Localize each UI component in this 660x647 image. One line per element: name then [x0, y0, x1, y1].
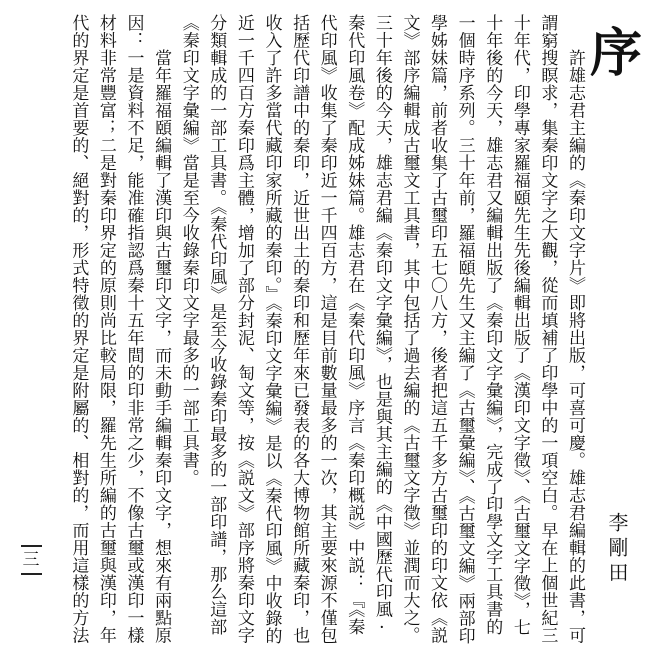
- paragraph-1: 許雄志君主編的《秦印文字片》即將出版，可喜可慶。雄志君編輯的此書，可謂窮搜瞑求，集秦印文字之大觀，從而填補了印學中的一項空白。早在上個世紀三十年代，印學專家羅福頤先生先後編輯出版了《漢印文字徵》、《古璽文字徵》，七十年後的今天，雄志君又編輯出版了《秦印文字彙編》，完成了印學文字工具書的一個時序系列。三十年前，羅福頤先生又主編了《古璽彙編》、《古璽文編》兩部印學姊妹篇，前者收集了古璽印五七〇八方，後者把這五千多方古璽印的印文依《説文》部序編輯成古璽文工具書，其中包括了過去編的《古璽文字徵》並潤而大之。三十年後的今天，雄志君編《秦印文字彙編》，也是與其主編的《中國歷代印風·秦代印風卷》配成姊妹篇。雄志君在《秦代印風》序言《秦印概説》中説：『《秦代印風》收集了秦印近一千四百方，這是目前數量最多的一次，其主要來源不僅包括歷代印譜中的秦印，近世出土的秦印和歷年來已發表的各大博物館所藏秦印，也收入了許多當代藏印家所藏的秦印。』《秦印文字彙編》是以《秦代印風》中收錄的近一千四百方秦印爲主體，增加了部分封泥、匋文等，按《説文》部序將秦印文字分類輯成的一部工具書。《秦代印風》是至今收錄秦印最多的一部印譜，那么這部《秦印文字彙編》當是至今收錄秦印文字最多的一部工具書。: [178, 14, 585, 645]
- page-title: 序: [589, 23, 642, 84]
- page-number-block: [18, 545, 44, 575]
- author-name: 李剛田: [605, 512, 629, 587]
- page-number-rule-bottom: [21, 573, 42, 575]
- preface-body: [64, 14, 588, 646]
- page-number: 三: [22, 550, 40, 570]
- page-number-rule-top: [21, 545, 42, 547]
- paragraph-2: 當年羅福頤編輯了漢印與古璽印文字，而未動手編輯秦印文字，想來有兩點原因：一是資料不足，能准確指認爲秦十五年間的印非常之少，不像古璽或漢印一樣材料非常豐富；二是對秦印界定的原則尚比較局限，羅先生所編的古璽與漢印，年代的界定是首要的、絕對的，形式特徵的界定是附屬的、相對的，而用這樣的方法: [68, 14, 172, 644]
